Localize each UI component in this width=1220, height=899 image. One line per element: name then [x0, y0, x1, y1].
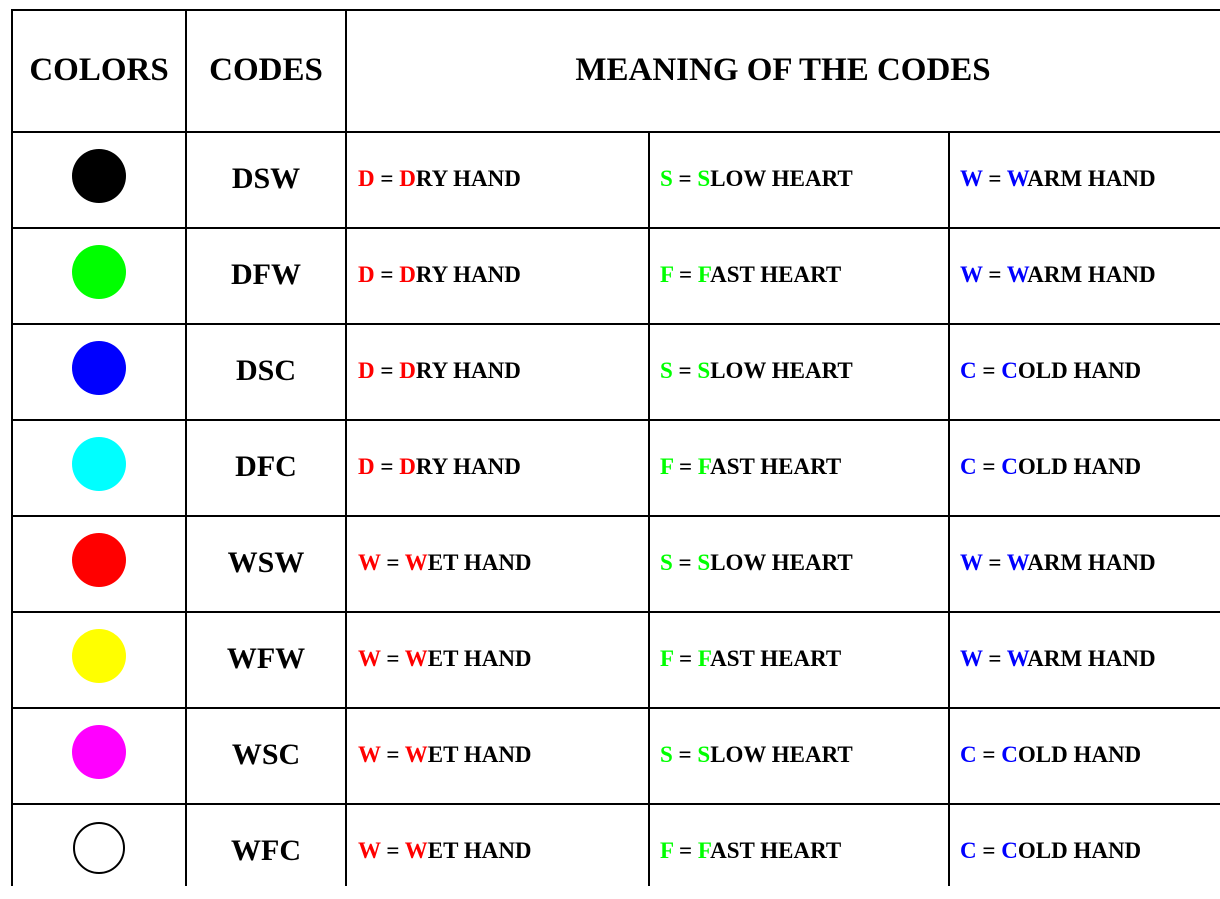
code-cell	[186, 131, 346, 227]
meaning-code-letter: F	[660, 646, 674, 671]
meaning-code-letter: W	[358, 550, 381, 575]
grid-hline	[11, 515, 1220, 517]
meaning-text	[960, 166, 1156, 192]
meaning-initial-letter: D	[399, 262, 416, 287]
meaning-cell	[960, 515, 1218, 611]
meaning-word-rest: ARM HAND	[1027, 550, 1156, 575]
meaning-cell	[358, 227, 646, 323]
meaning-initial-letter: W	[1006, 646, 1028, 671]
meaning-word-rest: RY HAND	[415, 166, 521, 191]
meaning-initial-letter: C	[1001, 838, 1018, 863]
meaning-initial-letter: W	[1006, 166, 1028, 191]
meaning-code-letter: S	[660, 550, 673, 575]
meaning-code-letter: W	[960, 550, 983, 575]
meaning-code-letter: D	[358, 358, 375, 383]
meaning-cell	[960, 227, 1218, 323]
meaning-initial-letter: S	[697, 166, 711, 191]
meaning-text	[358, 742, 532, 768]
meaning-equals: =	[380, 838, 405, 863]
meaning-code-letter: W	[358, 646, 381, 671]
meaning-cell	[358, 707, 646, 803]
meaning-word-rest: ARM HAND	[1027, 262, 1156, 287]
code-cell	[186, 419, 346, 515]
grid-hline	[11, 323, 1220, 325]
grid-vline	[648, 131, 650, 886]
color-swatch-icon	[72, 245, 126, 299]
code-label: WFW	[226, 642, 306, 675]
meaning-equals: =	[982, 262, 1007, 287]
meaning-code-letter: W	[358, 838, 381, 863]
grid-hline	[11, 9, 1220, 11]
meaning-equals: =	[976, 742, 1002, 767]
color-swatch-icon	[72, 437, 126, 491]
meaning-code-letter: W	[358, 742, 381, 767]
meaning-equals: =	[673, 262, 698, 287]
meaning-equals: =	[374, 262, 400, 287]
meaning-word-rest: OLD HAND	[1017, 454, 1142, 479]
meaning-initial-letter: S	[697, 550, 711, 575]
meaning-equals: =	[976, 838, 1002, 863]
color-cell	[12, 131, 186, 221]
grid-hline	[11, 707, 1220, 709]
meaning-word-rest: LOW HEART	[710, 742, 853, 767]
meaning-word-rest: OLD HAND	[1017, 742, 1142, 767]
meaning-word-rest: ET HAND	[427, 742, 532, 767]
grid-vline	[11, 9, 13, 886]
meaning-initial-letter: W	[1006, 550, 1028, 575]
meaning-word-rest: RY HAND	[415, 262, 521, 287]
code-label: WSW	[227, 546, 305, 579]
grid-vline	[948, 131, 950, 886]
grid-vline	[185, 9, 187, 886]
meaning-cell	[358, 515, 646, 611]
meaning-initial-letter: S	[697, 742, 711, 767]
meaning-cell	[960, 611, 1218, 707]
meaning-text	[660, 454, 841, 480]
meaning-cell	[660, 323, 946, 419]
meaning-cell	[660, 611, 946, 707]
meaning-text	[960, 742, 1141, 768]
code-cell	[186, 323, 346, 419]
meaning-text	[358, 838, 532, 864]
meaning-code-letter: S	[660, 358, 673, 383]
meaning-code-letter: C	[960, 742, 977, 767]
header-colors-label: COLORS	[29, 52, 169, 88]
color-swatch-icon	[72, 533, 126, 587]
color-cell	[12, 323, 186, 413]
meaning-code-letter: S	[660, 166, 673, 191]
meaning-cell	[358, 323, 646, 419]
meaning-initial-letter: D	[399, 358, 416, 383]
meaning-code-letter: W	[960, 262, 983, 287]
meaning-word-rest: RY HAND	[415, 454, 521, 479]
meaning-code-letter: W	[960, 646, 983, 671]
grid-hline	[11, 611, 1220, 613]
meaning-cell	[358, 419, 646, 515]
meaning-word-rest: ET HAND	[427, 838, 532, 863]
meaning-word-rest: ET HAND	[427, 550, 532, 575]
header-meaning	[346, 10, 1220, 131]
meaning-initial-letter: C	[1001, 742, 1018, 767]
meaning-word-rest: AST HEART	[710, 262, 842, 287]
color-cell	[12, 419, 186, 509]
meaning-equals: =	[672, 742, 698, 767]
meaning-equals: =	[976, 358, 1002, 383]
meaning-word-rest: OLD HAND	[1017, 358, 1142, 383]
color-swatch-icon	[72, 629, 126, 683]
meaning-equals: =	[673, 838, 698, 863]
meaning-word-rest: AST HEART	[710, 646, 842, 671]
meaning-cell	[960, 323, 1218, 419]
code-cell	[186, 515, 346, 611]
color-cell	[12, 611, 186, 701]
header-colors	[12, 10, 186, 131]
meaning-text	[358, 358, 521, 384]
meaning-text	[960, 550, 1156, 576]
meaning-word-rest: ARM HAND	[1027, 166, 1156, 191]
meaning-initial-letter: W	[1006, 262, 1028, 287]
meaning-text	[358, 550, 532, 576]
meaning-code-letter: C	[960, 358, 977, 383]
meaning-text	[660, 262, 841, 288]
meaning-cell	[660, 515, 946, 611]
code-label: DSC	[235, 354, 296, 387]
meaning-text	[660, 358, 853, 384]
color-cell	[12, 227, 186, 317]
meaning-word-rest: ARM HAND	[1027, 646, 1156, 671]
meaning-cell	[358, 131, 646, 227]
meaning-initial-letter: F	[697, 646, 711, 671]
meaning-code-letter: D	[358, 454, 375, 479]
color-swatch-icon	[72, 149, 126, 203]
meaning-word-rest: ET HAND	[427, 646, 532, 671]
meaning-code-letter: F	[660, 838, 674, 863]
header-meaning-label: MEANING OF THE CODES	[575, 52, 991, 88]
meaning-equals: =	[374, 454, 400, 479]
meaning-equals: =	[380, 550, 405, 575]
meaning-equals: =	[673, 454, 698, 479]
meaning-cell	[358, 611, 646, 707]
meaning-code-letter: D	[358, 166, 375, 191]
header-codes	[186, 10, 346, 131]
grid-hline	[11, 131, 1220, 133]
meaning-initial-letter: S	[697, 358, 711, 383]
meaning-code-letter: W	[960, 166, 983, 191]
code-label: WSC	[231, 738, 301, 771]
meaning-word-rest: AST HEART	[710, 838, 842, 863]
code-cell	[186, 227, 346, 323]
meaning-text	[358, 166, 521, 192]
meaning-text	[358, 646, 532, 672]
meaning-equals: =	[982, 550, 1007, 575]
code-cell	[186, 707, 346, 803]
meaning-equals: =	[380, 646, 405, 671]
meaning-code-letter: C	[960, 838, 977, 863]
color-swatch-icon	[72, 341, 126, 395]
meaning-equals: =	[374, 358, 400, 383]
color-swatch-icon	[72, 725, 126, 779]
meaning-word-rest: RY HAND	[415, 358, 521, 383]
code-cell	[186, 803, 346, 899]
color-cell	[12, 515, 186, 605]
meaning-cell	[660, 227, 946, 323]
color-cell	[12, 803, 186, 893]
meaning-equals: =	[982, 166, 1007, 191]
meaning-initial-letter: D	[399, 454, 416, 479]
meaning-equals: =	[982, 646, 1007, 671]
meaning-initial-letter: W	[404, 838, 428, 863]
meaning-initial-letter: W	[404, 550, 428, 575]
meaning-word-rest: LOW HEART	[710, 166, 853, 191]
code-label: WFC	[231, 834, 301, 867]
grid-hline	[11, 803, 1220, 805]
meaning-word-rest: LOW HEART	[710, 550, 853, 575]
meaning-text	[960, 646, 1156, 672]
meaning-cell	[660, 707, 946, 803]
header-codes-label: CODES	[209, 52, 323, 88]
meaning-equals: =	[672, 358, 698, 383]
meaning-text	[660, 838, 841, 864]
meaning-text	[960, 262, 1156, 288]
meaning-word-rest: LOW HEART	[710, 358, 853, 383]
meaning-code-letter: F	[660, 262, 674, 287]
meaning-text	[660, 646, 841, 672]
meaning-text	[660, 742, 853, 768]
meaning-code-letter: S	[660, 742, 673, 767]
grid-hline	[11, 227, 1220, 229]
meaning-cell	[358, 803, 646, 899]
grid-hline	[11, 419, 1220, 421]
meaning-word-rest: AST HEART	[710, 454, 842, 479]
meaning-initial-letter: F	[697, 262, 711, 287]
meaning-text	[358, 262, 521, 288]
meaning-cell	[960, 803, 1218, 899]
meaning-text	[960, 358, 1141, 384]
code-label: DSW	[231, 162, 301, 195]
meaning-initial-letter: F	[697, 838, 711, 863]
meaning-cell	[660, 131, 946, 227]
meaning-equals: =	[374, 166, 400, 191]
meaning-equals: =	[672, 166, 698, 191]
meaning-initial-letter: D	[399, 166, 416, 191]
meaning-text	[660, 550, 853, 576]
meaning-text	[960, 838, 1141, 864]
meaning-equals: =	[673, 646, 698, 671]
meaning-code-letter: F	[660, 454, 674, 479]
code-cell	[186, 611, 346, 707]
meaning-equals: =	[672, 550, 698, 575]
grid-vline	[345, 9, 347, 886]
meaning-code-letter: D	[358, 262, 375, 287]
meaning-equals: =	[380, 742, 405, 767]
meaning-text	[960, 454, 1141, 480]
meaning-cell	[660, 803, 946, 899]
meaning-initial-letter: C	[1001, 454, 1018, 479]
meaning-equals: =	[976, 454, 1002, 479]
meaning-code-letter: C	[960, 454, 977, 479]
meaning-initial-letter: C	[1001, 358, 1018, 383]
meaning-initial-letter: W	[404, 742, 428, 767]
meaning-word-rest: OLD HAND	[1017, 838, 1142, 863]
meaning-cell	[960, 131, 1218, 227]
meaning-initial-letter: F	[697, 454, 711, 479]
color-cell	[12, 707, 186, 797]
code-label: DFC	[235, 450, 297, 483]
meaning-text	[660, 166, 853, 192]
meaning-text	[358, 454, 521, 480]
meaning-cell	[660, 419, 946, 515]
meaning-cell	[960, 419, 1218, 515]
color-swatch-icon	[73, 822, 125, 874]
code-label: DFW	[231, 258, 301, 291]
meaning-initial-letter: W	[404, 646, 428, 671]
meaning-cell	[960, 707, 1218, 803]
